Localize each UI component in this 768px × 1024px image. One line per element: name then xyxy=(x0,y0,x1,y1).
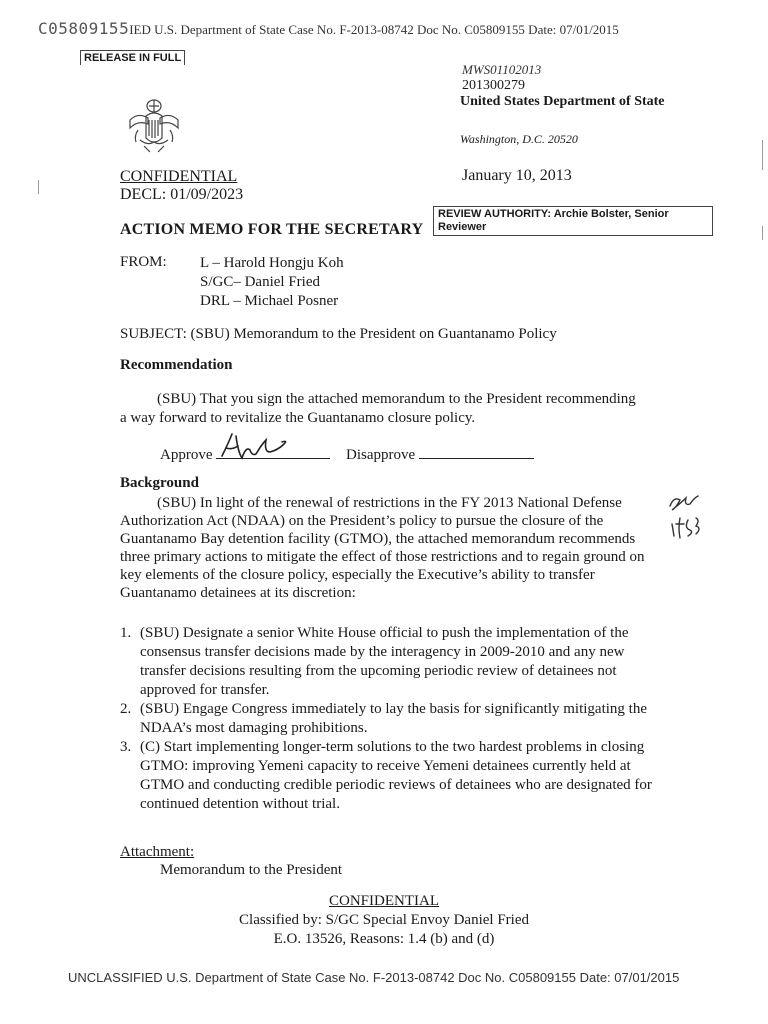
list-item-number: 3. xyxy=(120,739,132,755)
disapprove-signature-line xyxy=(419,444,534,459)
tracking-number: 201300279 xyxy=(462,78,525,93)
from-item: DRL – Michael Posner xyxy=(200,293,339,309)
background-text: (SBU) In light of the renewal of restrictions in the FY 2013 National Defense Authorization Act (NDAA) on the President’s policy to pursue the closure of the Guantanamo Bay detention facility (GTMO), the attached memorandum recommends three primary actions to mitigate the effect of those restrictions and to regain ground on key elements of the closure policy, especially the Executive’s ability to transfer Guantanamo detainees at its discretion: xyxy=(120,495,645,601)
header-stamp-text: IED U.S. Department of State Case No. F-2013-08742 Doc No. C05809155 Date: 07/01/2015 xyxy=(129,22,619,37)
handwritten-initials-icon xyxy=(218,426,298,470)
location: Washington, D.C. 20520 xyxy=(460,132,578,146)
handwritten-margin-note-icon xyxy=(662,488,732,560)
disapprove-label: Disapprove xyxy=(346,447,416,463)
recommendation-text: (SBU) That you sign the attached memorandum to the President recommending a way forward to revitalize the Guantanamo closure policy. xyxy=(120,391,636,426)
disapprove-field xyxy=(346,444,534,464)
from-list xyxy=(200,254,344,311)
footer-classification: CONFIDENTIAL xyxy=(329,893,439,909)
top-declassification-stamp xyxy=(38,19,619,38)
classified-by: Classified by: S/GC Special Envoy Daniel Fried xyxy=(239,912,529,928)
eo-reasons: E.O. 13526, Reasons: 1.4 (b) and (d) xyxy=(273,931,495,947)
from-item: L – Harold Hongju Koh xyxy=(200,255,344,271)
bottom-declassification-stamp: UNCLASSIFIED U.S. Department of State Case No. F-2013-08742 Doc No. C05809155 Date: 07/01/2015 xyxy=(68,970,680,985)
list-item-number: 2. xyxy=(120,701,132,717)
doc-id: C05809155 xyxy=(38,19,130,38)
action-list xyxy=(120,624,665,814)
list-item-number: 1. xyxy=(120,625,132,641)
memo-date: January 10, 2013 xyxy=(462,167,572,184)
list-item xyxy=(120,700,665,738)
list-item-text: (C) Start implementing longer-term solutions to the two hardest problems in closing GTMO: improving Yemeni capacity to receive Yemeni detainees currently held at GTMO and conducting credible periodic reviews of detainees who are designated for continued detention without trial. xyxy=(140,739,652,812)
subject-line: SUBJECT: (SBU) Memorandum to the President on Guantanamo Policy xyxy=(120,326,557,342)
scan-artifact xyxy=(762,226,763,240)
declassification-date: DECL: 01/09/2023 xyxy=(120,186,244,203)
handwritten-id: MWS01102013 xyxy=(462,62,542,77)
department-name: United States Department of State xyxy=(460,94,665,109)
from-item: S/GC– Daniel Fried xyxy=(200,274,320,290)
list-item xyxy=(120,738,665,814)
from-label: FROM: xyxy=(120,254,167,270)
approve-label: Approve xyxy=(160,447,213,463)
state-department-seal-icon xyxy=(118,90,190,162)
scan-artifact xyxy=(38,180,39,194)
classification-level: CONFIDENTIAL xyxy=(120,168,238,185)
review-authority-stamp: REVIEW AUTHORITY: Archie Bolster, Senior Reviewer xyxy=(433,206,713,236)
list-item xyxy=(120,624,665,700)
release-stamp: RELEASE IN FULL xyxy=(80,50,185,65)
memo-title: ACTION MEMO FOR THE SECRETARY xyxy=(120,221,424,238)
attachment-item: Memorandum to the President xyxy=(160,862,343,878)
list-item-text: (SBU) Engage Congress immediately to lay the basis for significantly mitigating the NDAA’s most damaging prohibitions. xyxy=(140,701,647,736)
list-item-text: (SBU) Designate a senior White House official to push the implementation of the consensus transfer decisions made by the interagency in 2009-2010 and any new transfer decisions resulting from the upcoming periodic review of detainees not approved for transfer. xyxy=(140,625,629,698)
scan-artifact xyxy=(762,140,763,170)
recommendation-heading: Recommendation xyxy=(120,357,233,373)
background-heading: Background xyxy=(120,475,199,491)
attachment-heading: Attachment: xyxy=(120,844,195,860)
